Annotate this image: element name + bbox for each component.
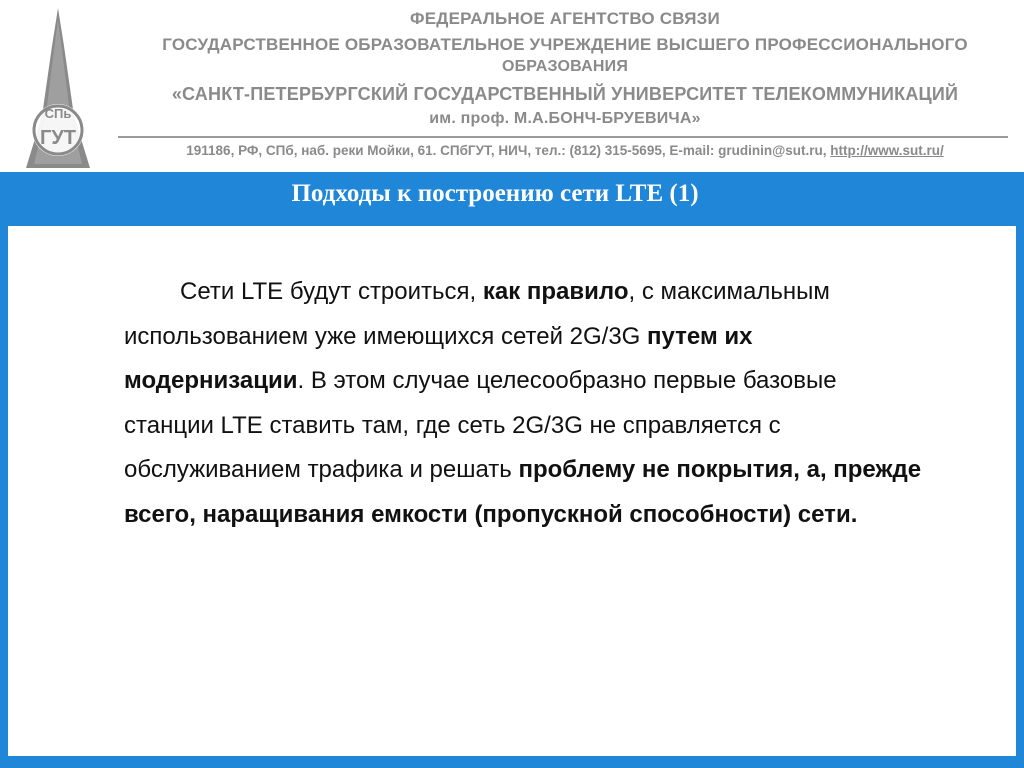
header-institution-type: ГОСУДАРСТВЕННОЕ ОБРАЗОВАТЕЛЬНОЕ УЧРЕЖДЕНИЕ ВЫСШЕГО ПРОФЕССИОНАЛЬНОГО <box>162 35 968 54</box>
header-university-name: «САНКТ-ПЕТЕРБУРГСКИЙ ГОСУДАРСТВЕННЫЙ УНИВЕРСИТЕТ ТЕЛЕКОММУНИКАЦИЙ <box>171 84 959 104</box>
body-text-2: , с максимальным использованием уже имеющихся сетей 2G/3G <box>124 278 830 350</box>
header-contact <box>120 143 1010 158</box>
university-header <box>0 0 1024 172</box>
header-agency: ФЕДЕРАЛЬНОЕ АГЕНТСТВО СВЯЗИ <box>410 9 720 28</box>
university-url-link[interactable]: http://www.sut.ru/ <box>830 143 944 158</box>
body-text-3: . В этом случае целесообразно первые базовые станции LTE ставить там, где сеть 2G/3G не справляется с обслуживанием трафика и решать <box>124 367 837 483</box>
slide-title: Подходы к построению сети LTE (1) <box>291 180 699 207</box>
body-bold-3: проблему не покрытия, а, прежде всего, наращивания емкости (пропускной способности) сети. <box>124 456 922 528</box>
slide-body-paragraph <box>124 270 924 537</box>
header-education: ОБРАЗОВАНИЯ <box>501 58 629 75</box>
header-university-namesake: им. проф. М.А.БОНЧ-БРУЕВИЧА» <box>429 110 701 127</box>
body-bold-1: как правило <box>482 278 629 305</box>
logo-text-bottom: ГУТ <box>40 127 76 149</box>
contact-text: 191186, РФ, СПб, наб. реки Мойки, 61. СПбГУТ, НИЧ, тел.: (812) 315-5695, E-mail: grudinin@sut.ru, <box>186 143 831 158</box>
header-divider <box>118 136 1008 138</box>
body-text-1: Сети LTE будут строиться, <box>180 278 483 305</box>
logo-text-top: СПь <box>44 106 72 121</box>
body-bold-2: путем их модернизации <box>124 322 753 394</box>
university-logo-icon <box>4 6 112 170</box>
